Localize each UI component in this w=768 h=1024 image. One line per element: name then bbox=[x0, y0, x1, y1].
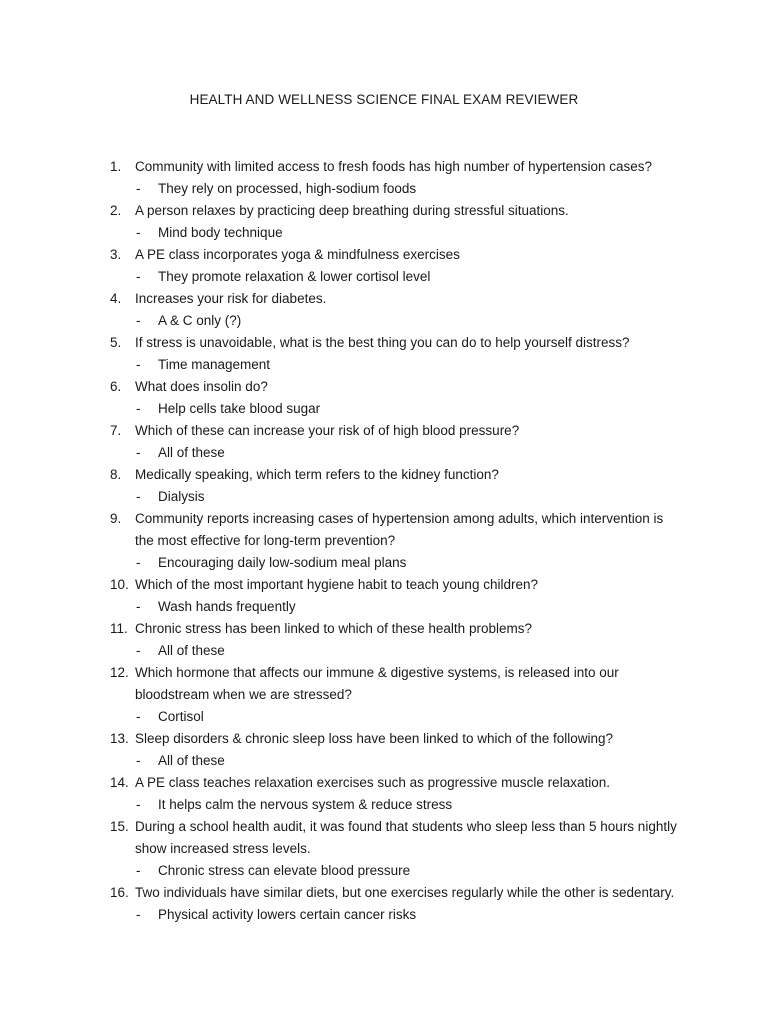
answer bbox=[0, 706, 768, 728]
question-number: 7. bbox=[110, 423, 122, 438]
question bbox=[0, 618, 768, 640]
answer-dash: - bbox=[136, 907, 141, 922]
question-text: What does insolin do? bbox=[135, 379, 268, 394]
list-item bbox=[0, 244, 768, 288]
answer bbox=[0, 750, 768, 772]
answer-text: Cortisol bbox=[158, 709, 204, 724]
list-item bbox=[0, 662, 768, 728]
answer-dash: - bbox=[136, 357, 141, 372]
list-item bbox=[0, 772, 768, 816]
question bbox=[0, 882, 768, 904]
question bbox=[0, 288, 768, 310]
answer-text: All of these bbox=[158, 643, 225, 658]
answer bbox=[0, 178, 768, 200]
answer bbox=[0, 486, 768, 508]
question-number: 15. bbox=[110, 819, 129, 834]
answer bbox=[0, 222, 768, 244]
list-item bbox=[0, 574, 768, 618]
answer-text: Encouraging daily low-sodium meal plans bbox=[158, 555, 407, 570]
question bbox=[0, 244, 768, 266]
question-number: 10. bbox=[110, 577, 129, 592]
answer-text: They rely on processed, high-sodium foods bbox=[158, 181, 417, 196]
answer bbox=[0, 310, 768, 332]
list-item bbox=[0, 618, 768, 662]
answer-dash: - bbox=[136, 709, 141, 724]
answer bbox=[0, 354, 768, 376]
list-item bbox=[0, 200, 768, 244]
answer-dash: - bbox=[136, 225, 141, 240]
question-text: During a school health audit, it was found that students who sleep less than 5 hours nightly show increased stress levels. bbox=[135, 819, 677, 856]
list-item bbox=[0, 882, 768, 926]
answer-dash: - bbox=[136, 555, 141, 570]
answer bbox=[0, 552, 768, 574]
answer-dash: - bbox=[136, 797, 141, 812]
answer-text: A & C only (?) bbox=[158, 313, 242, 328]
question-number: 16. bbox=[110, 885, 129, 900]
question-number: 14. bbox=[110, 775, 129, 790]
question-text: Medically speaking, which term refers to the kidney function? bbox=[135, 467, 499, 482]
question-number: 3. bbox=[110, 247, 122, 262]
answer-text: Chronic stress can elevate blood pressure bbox=[158, 863, 411, 878]
answer-dash: - bbox=[136, 401, 141, 416]
question-number: 1. bbox=[110, 159, 122, 174]
list-item bbox=[0, 288, 768, 332]
list-item bbox=[0, 728, 768, 772]
answer-text: All of these bbox=[158, 753, 225, 768]
list-item bbox=[0, 376, 768, 420]
list-item bbox=[0, 332, 768, 376]
list-item bbox=[0, 420, 768, 464]
question bbox=[0, 200, 768, 222]
question-text: Chronic stress has been linked to which of these health problems? bbox=[135, 621, 532, 636]
answer-dash: - bbox=[136, 863, 141, 878]
question-number: 5. bbox=[110, 335, 122, 350]
list-item bbox=[0, 464, 768, 508]
answer bbox=[0, 794, 768, 816]
list-item bbox=[0, 508, 768, 574]
question bbox=[0, 574, 768, 596]
question bbox=[0, 420, 768, 442]
question bbox=[0, 772, 768, 794]
list-item bbox=[0, 816, 768, 882]
answer bbox=[0, 860, 768, 882]
answer-text: It helps calm the nervous system & reduce stress bbox=[158, 797, 453, 812]
answer-text: Wash hands frequently bbox=[158, 599, 296, 614]
answer-dash: - bbox=[136, 643, 141, 658]
answer bbox=[0, 904, 768, 926]
question-text: Increases your risk for diabetes. bbox=[135, 291, 327, 306]
question bbox=[0, 464, 768, 486]
answer-dash: - bbox=[136, 753, 141, 768]
answer-dash: - bbox=[136, 489, 141, 504]
question-text: Community reports increasing cases of hypertension among adults, which intervention is the most effective for long-term prevention? bbox=[135, 511, 664, 548]
question-text: Two individuals have similar diets, but one exercises regularly while the other is sedentary. bbox=[135, 885, 675, 900]
question bbox=[0, 816, 768, 860]
list-item bbox=[0, 156, 768, 200]
answer-text: Mind body technique bbox=[158, 225, 283, 240]
question-number: 9. bbox=[110, 511, 122, 526]
answer-dash: - bbox=[136, 445, 141, 460]
answer bbox=[0, 398, 768, 420]
answer-dash: - bbox=[136, 313, 141, 328]
question bbox=[0, 332, 768, 354]
answer-text: Time management bbox=[158, 357, 271, 372]
answer-text: Physical activity lowers certain cancer risks bbox=[158, 907, 417, 922]
question-number: 4. bbox=[110, 291, 122, 306]
question-number: 2. bbox=[110, 203, 122, 218]
question-text: Community with limited access to fresh foods has high number of hypertension cases? bbox=[135, 159, 653, 174]
answer bbox=[0, 442, 768, 464]
question-text: A PE class incorporates yoga & mindfulness exercises bbox=[135, 247, 460, 262]
answer-text: They promote relaxation & lower cortisol level bbox=[158, 269, 431, 284]
question bbox=[0, 662, 768, 706]
question-text: Which of these can increase your risk of of high blood pressure? bbox=[135, 423, 520, 438]
question-number: 12. bbox=[110, 665, 129, 680]
question-number: 8. bbox=[110, 467, 122, 482]
question bbox=[0, 728, 768, 750]
answer bbox=[0, 266, 768, 288]
question-number: 6. bbox=[110, 379, 122, 394]
question bbox=[0, 376, 768, 398]
question-text: Which hormone that affects our immune & digestive systems, is released into our bloodstream when we are stressed? bbox=[135, 665, 619, 702]
answer-dash: - bbox=[136, 599, 141, 614]
question-text: A PE class teaches relaxation exercises such as progressive muscle relaxation. bbox=[135, 775, 610, 790]
question-text: If stress is unavoidable, what is the best thing you can do to help yourself distress? bbox=[135, 335, 630, 350]
question-text: A person relaxes by practicing deep breathing during stressful situations. bbox=[135, 203, 569, 218]
question bbox=[0, 156, 768, 178]
question-text: Sleep disorders & chronic sleep loss have been linked to which of the following? bbox=[135, 731, 614, 746]
answer-dash: - bbox=[136, 269, 141, 284]
question-text: Which of the most important hygiene habit to teach young children? bbox=[135, 577, 538, 592]
question-number: 13. bbox=[110, 731, 129, 746]
answer-text: All of these bbox=[158, 445, 225, 460]
document-title: HEALTH AND WELLNESS SCIENCE FINAL EXAM REVIEWER bbox=[189, 92, 579, 107]
question-number: 11. bbox=[110, 621, 128, 636]
answer-dash: - bbox=[136, 181, 141, 196]
answer bbox=[0, 640, 768, 662]
question bbox=[0, 508, 768, 552]
answer-text: Dialysis bbox=[158, 489, 205, 504]
answer-text: Help cells take blood sugar bbox=[158, 401, 321, 416]
question-list bbox=[0, 156, 768, 926]
answer bbox=[0, 596, 768, 618]
